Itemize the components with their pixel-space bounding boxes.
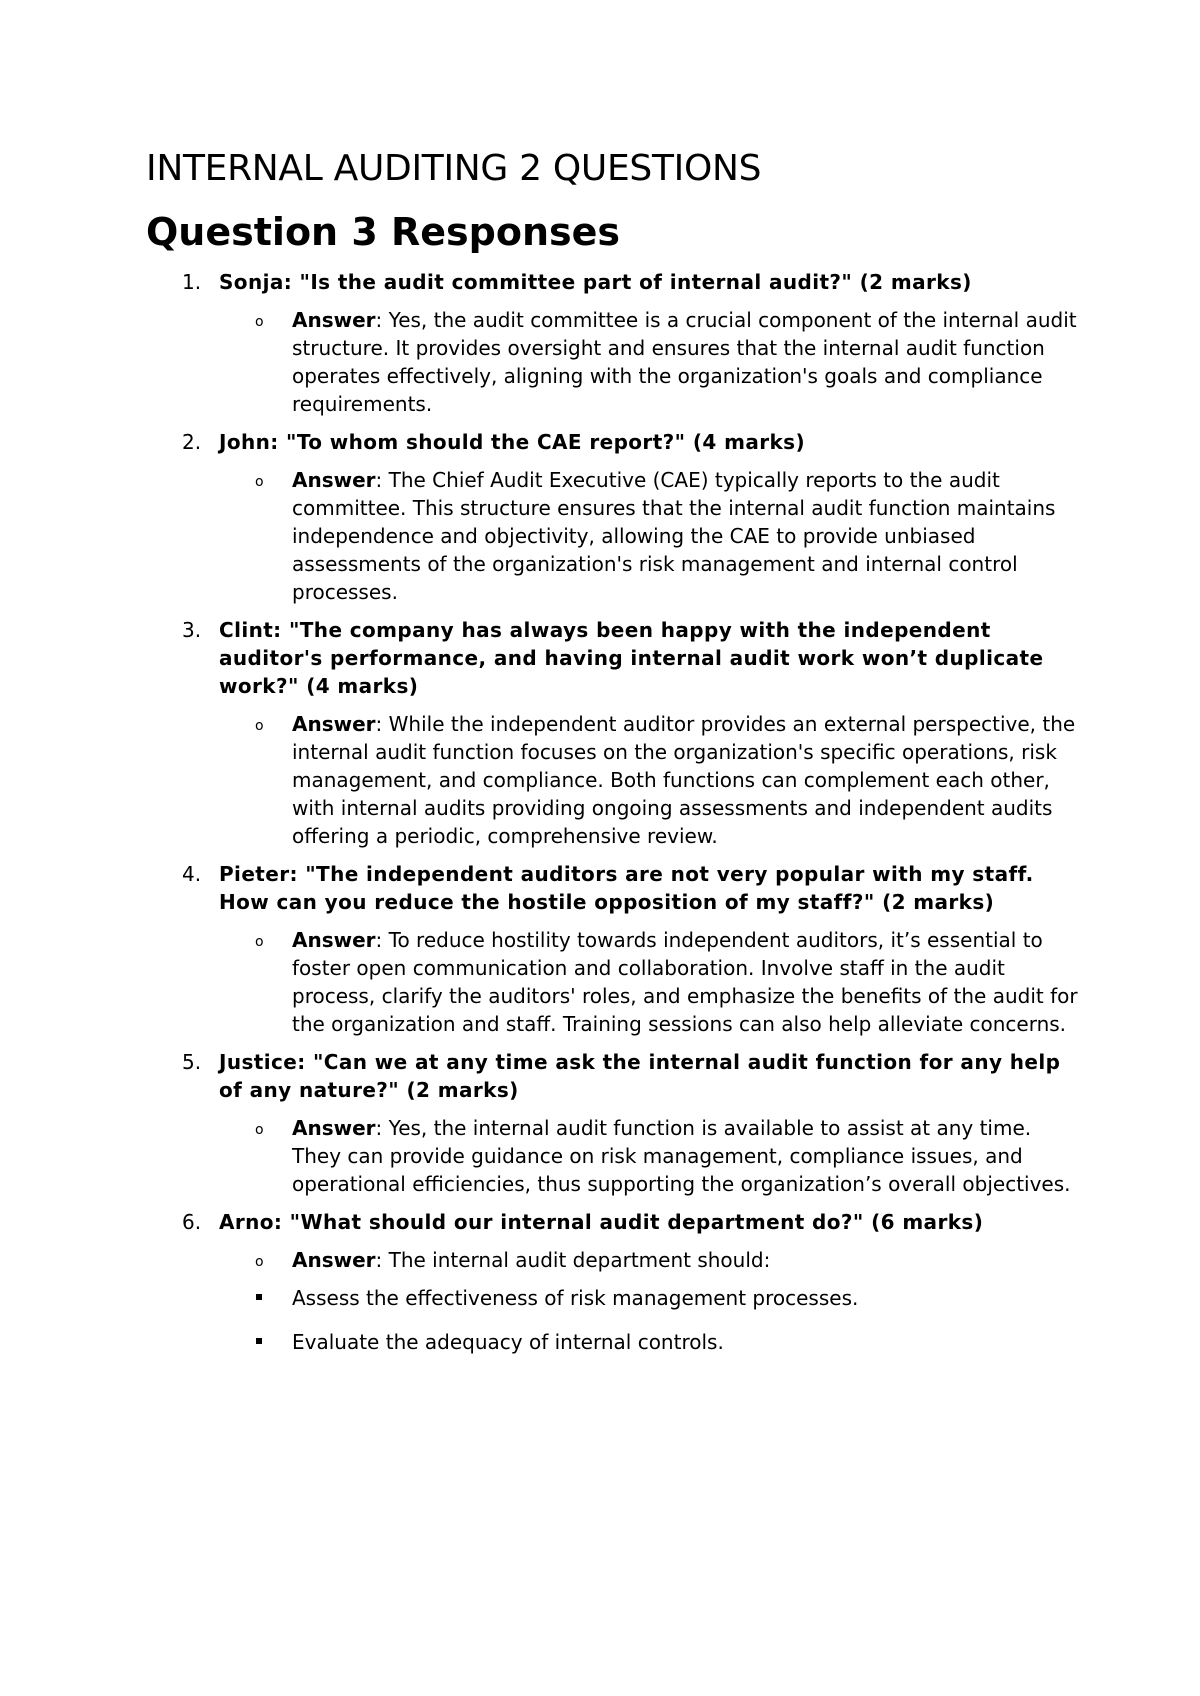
answer-paragraph [146, 466, 1080, 606]
questions-list [146, 268, 1080, 1356]
square-bullet-icon [256, 1338, 262, 1344]
answer-label: Answer [292, 928, 376, 952]
question-text [219, 428, 1080, 456]
answer-label: Answer [292, 308, 376, 332]
answer-text: : While the independent auditor provides an external perspective, the internal audit function focuses on the organization's specific operations, risk management, and compliance. Both functions can complement each other, with internal audits providing ongoing assessments and independent audits offering a periodic, comprehensive review. [292, 712, 1076, 848]
answer-body [219, 710, 1080, 850]
circle-bullet-icon: o [255, 1254, 264, 1270]
question-item-5 [146, 1048, 1080, 1198]
answer-paragraph [146, 306, 1080, 418]
question-item-4 [146, 860, 1080, 1038]
question-text [219, 268, 1080, 296]
document-title: INTERNAL AUDITING 2 QUESTIONS [146, 148, 762, 189]
answer-label: Answer [292, 468, 376, 492]
section-heading: Question 3 Responses [146, 210, 621, 254]
question-marks: (4 marks) [692, 430, 806, 454]
answer-body [219, 1114, 1080, 1198]
question-text [219, 616, 1080, 700]
question-text [219, 860, 1080, 916]
sub-list-item [292, 1328, 1080, 1356]
question-text [219, 1208, 1080, 1236]
question-marks: (6 marks) [871, 1210, 984, 1234]
question-speaker-text: Clint: "The company has always been happy with the independent auditor's performance, and having internal audit work won’t duplicate work?" [219, 618, 1044, 698]
answer-paragraph [146, 1246, 1080, 1274]
question-speaker-text: Arno: "What should our internal audit department do?" [219, 1210, 864, 1234]
sub-item-text: Evaluate the adequacy of internal controls. [292, 1330, 724, 1354]
question-number: 4. [182, 862, 202, 886]
question-item-2 [146, 428, 1080, 606]
question-number: 5. [182, 1050, 202, 1074]
answer-text: : Yes, the audit committee is a crucial component of the internal audit structure. It provides oversight and ensures that the internal audit function operates effectively, aligning with the organization's goals and compliance requirements. [292, 308, 1077, 416]
answer-paragraph [146, 1114, 1080, 1198]
question-marks: (4 marks) [306, 674, 419, 698]
question-speaker-text: Pieter: "The independent auditors are not very popular with my staff. How can you reduce the hostile opposition of my staff?" [219, 862, 1034, 914]
question-item-1 [146, 268, 1080, 418]
answer-label: Answer [292, 1248, 376, 1272]
square-bullet-icon [256, 1294, 262, 1300]
circle-bullet-icon: o [255, 934, 264, 950]
question-number: 1. [182, 270, 202, 294]
circle-bullet-icon: o [255, 314, 264, 330]
answer-label: Answer [292, 712, 376, 736]
question-number: 6. [182, 1210, 202, 1234]
question-speaker-text: John: "To whom should the CAE report?" [219, 430, 686, 454]
answer-text: : Yes, the internal audit function is available to assist at any time. They can provide guidance on risk management, compliance issues, and operational efficiencies, thus supporting the organization’s overall objectives. [292, 1116, 1071, 1196]
answer-text: : To reduce hostility towards independent auditors, it’s essential to foster open communication and collaboration. Involve staff in the audit process, clarify the auditors' roles, and emphasize the benefits of the audit for the organization and staff. Training sessions can also help alleviate concerns. [292, 928, 1078, 1036]
circle-bullet-icon: o [255, 1122, 264, 1138]
sub-item-text: Assess the effectiveness of risk management processes. [292, 1286, 859, 1310]
answer-body [219, 306, 1080, 418]
answer-body [219, 1246, 1080, 1274]
question-number: 2. [182, 430, 202, 454]
answer-paragraph [146, 710, 1080, 850]
question-marks: (2 marks) [859, 270, 972, 294]
circle-bullet-icon: o [255, 474, 264, 490]
answer-body [219, 926, 1080, 1038]
question-number: 3. [182, 618, 202, 642]
answer-label: Answer [292, 1116, 376, 1140]
question-marks: (2 marks) [882, 890, 995, 914]
circle-bullet-icon: o [255, 718, 264, 734]
answer-sub-list [219, 1284, 1080, 1356]
answer-text: : The Chief Audit Executive (CAE) typically reports to the audit committee. This structure ensures that the internal audit function maintains independence and objectivity, allowing the CAE to provide unbiased assessments of the organization's risk management and internal control processes. [292, 468, 1056, 604]
question-item-6 [146, 1208, 1080, 1356]
question-speaker-text: Sonja: "Is the audit committee part of internal audit?" [219, 270, 853, 294]
question-text [219, 1048, 1080, 1104]
question-speaker-text: Justice: "Can we at any time ask the internal audit function for any help of any nature?" [219, 1050, 1061, 1102]
answer-body [219, 466, 1080, 606]
answer-text: : The internal audit department should: [375, 1248, 771, 1272]
sub-list-item [292, 1284, 1080, 1312]
question-item-3 [146, 616, 1080, 850]
answer-paragraph [146, 926, 1080, 1038]
question-marks: (2 marks) [406, 1078, 519, 1102]
